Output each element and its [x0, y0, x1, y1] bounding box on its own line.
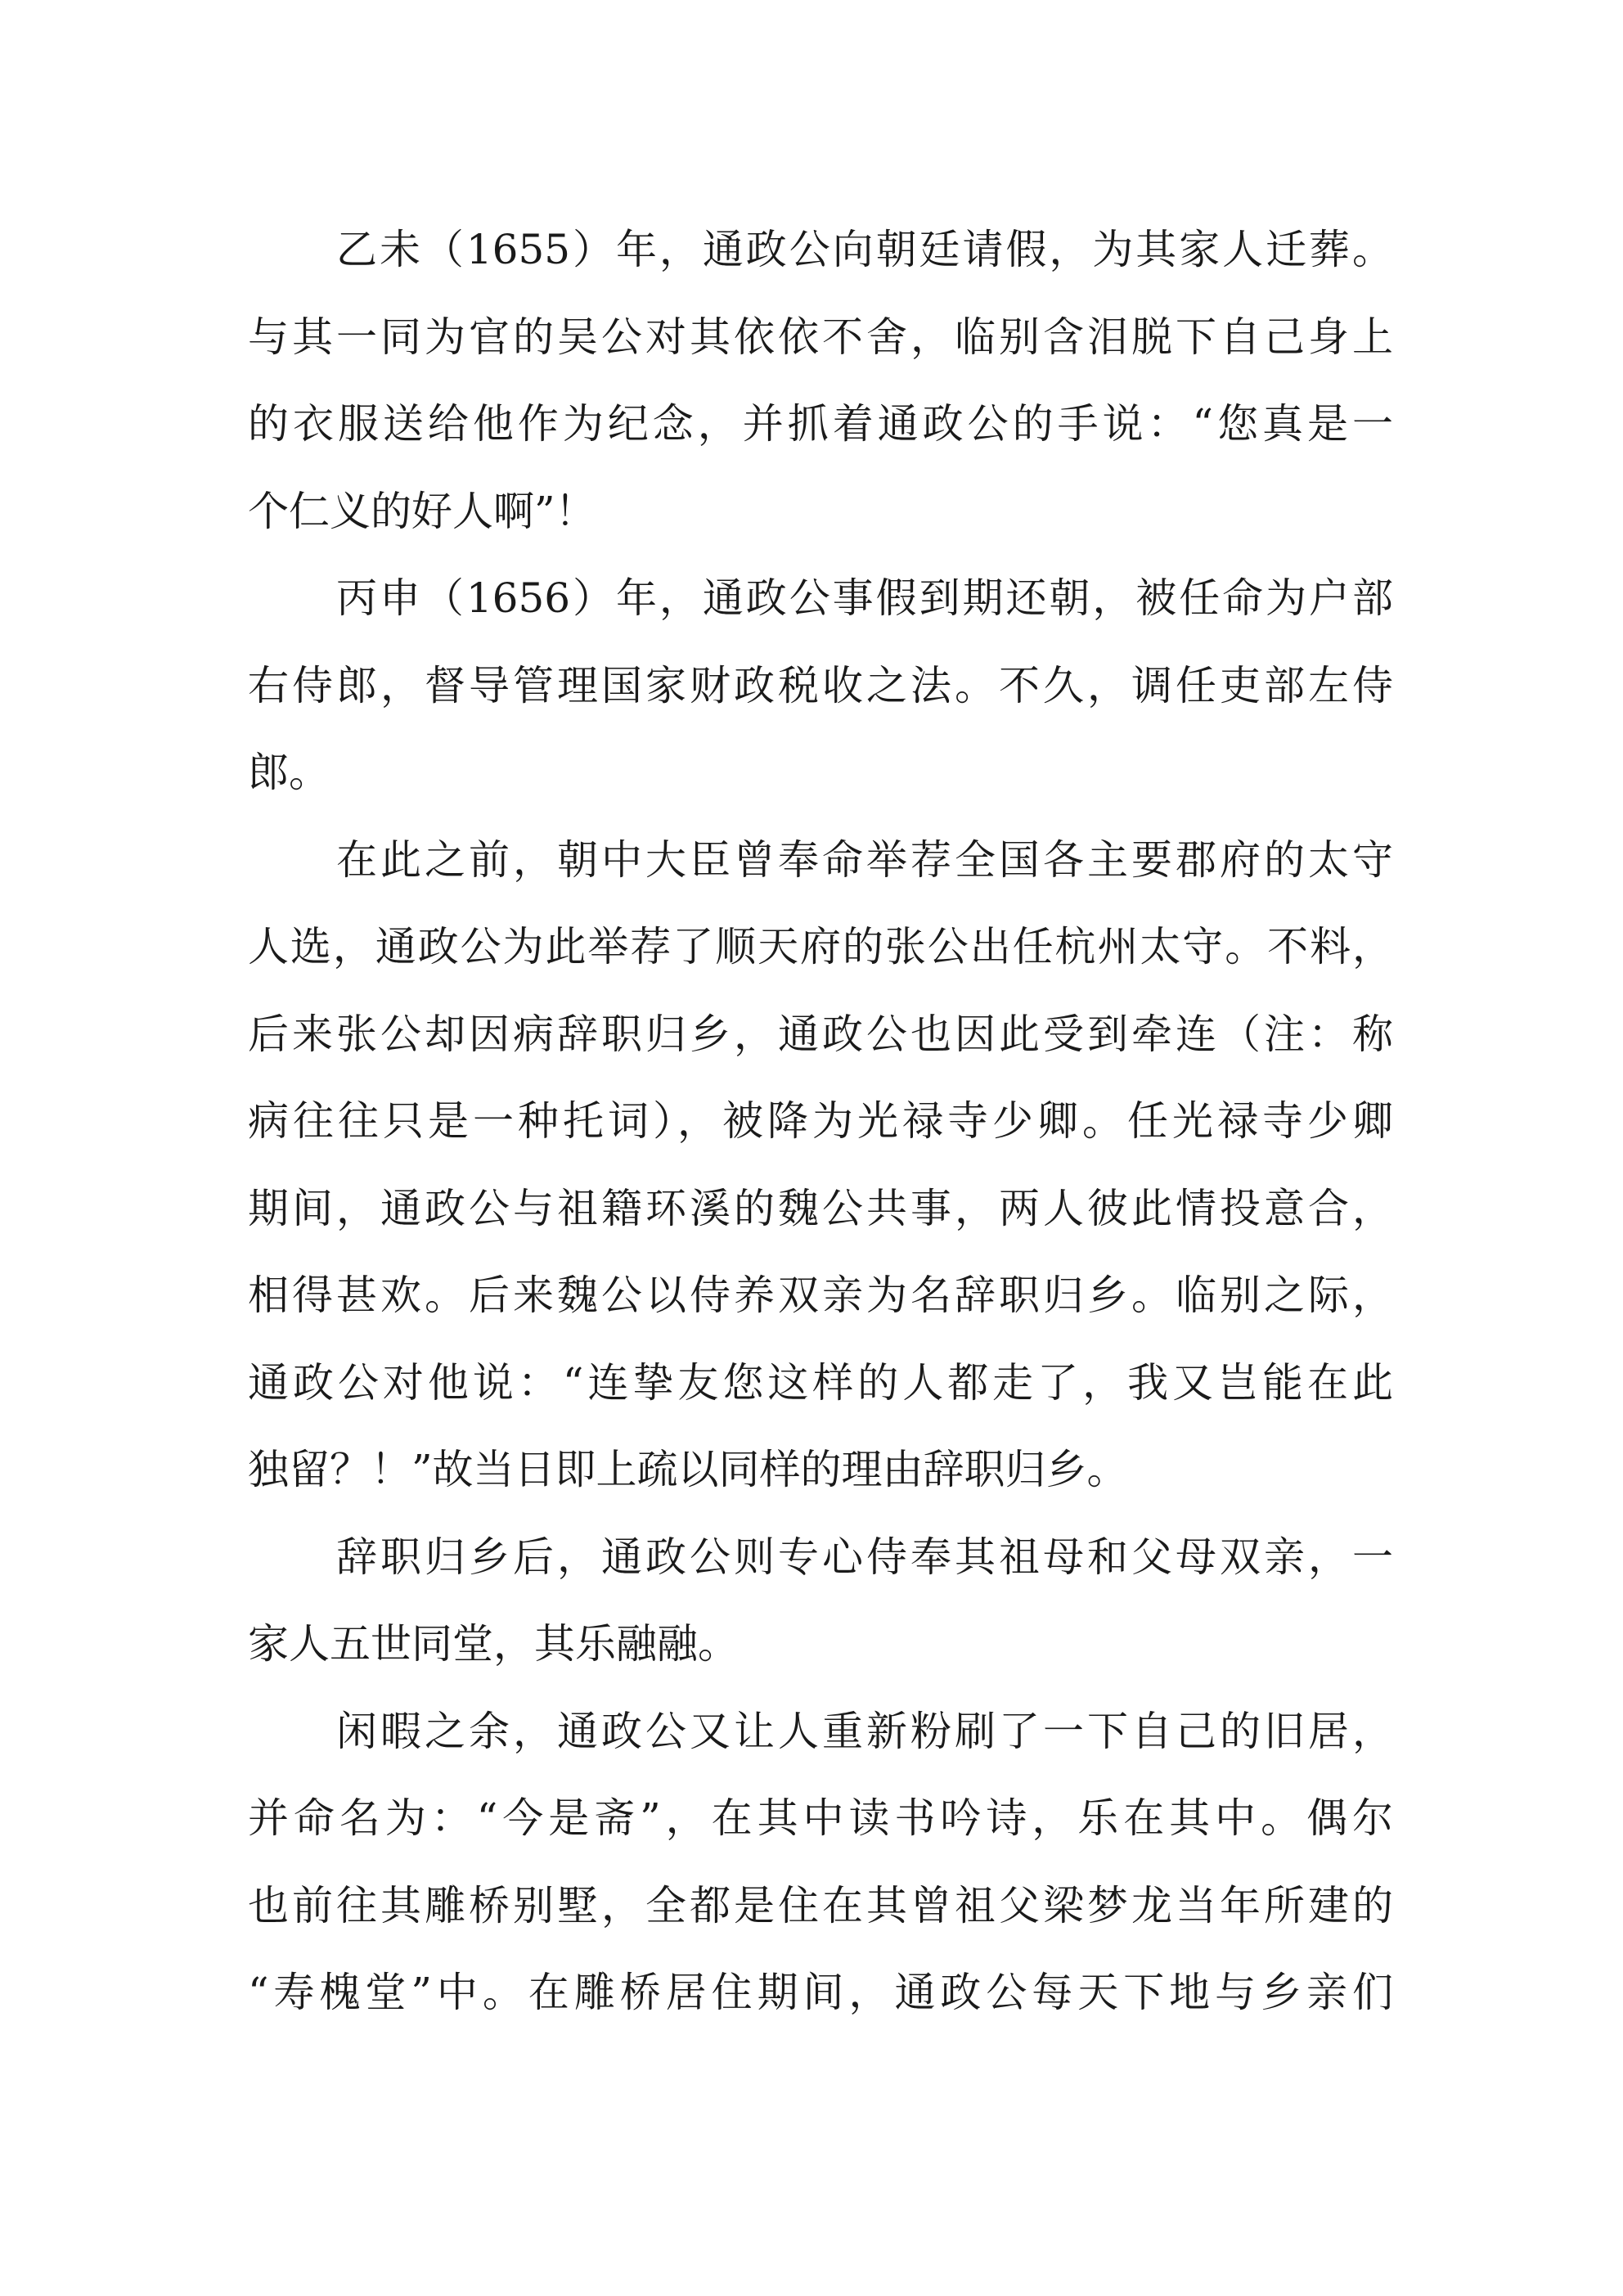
paragraph-line: “寿槐堂”中。在雕桥居住期间，通政公每天下地与乡亲们: [248, 1969, 1393, 2016]
paragraph-line: 人选，通政公为此举荐了顺天府的张公出任杭州太守。不料，: [248, 923, 1393, 970]
paragraph-line: 乙未（1655）年，通政公向朝廷请假，为其家人迁葬。: [336, 226, 1393, 273]
paragraph-line: 闲暇之余，通政公又让人重新粉刷了一下自己的旧居，: [336, 1707, 1393, 1755]
paragraph-line: 并命名为：“今是斋”，在其中读书吟诗，乐在其中。偶尔: [248, 1794, 1393, 1842]
paragraph-line: 丙申（1656）年，通政公事假到期还朝，被任命为户部: [336, 574, 1393, 622]
paragraph-line: 独留？！”故当日即上疏以同样的理由辞职归乡。: [248, 1446, 1128, 1493]
paragraph-line: 后来张公却因病辞职归乡，通政公也因此受到牵连（注：称: [248, 1010, 1393, 1058]
paragraph-line: 与其一同为官的吴公对其依依不舍，临别含泪脱下自己身上: [248, 313, 1393, 361]
paragraph-line: 个仁义的好人啊”！: [248, 487, 596, 535]
document-body: [248, 206, 1393, 2037]
paragraph-line: 右侍郎，督导管理国家财政税收之法。不久，调任吏部左侍: [248, 661, 1393, 709]
paragraph-line: 的衣服送给他作为纪念，并抓着通政公的手说：“您真是一: [248, 400, 1393, 448]
paragraph-line: 病往往只是一种托词），被降为光禄寺少卿。任光禄寺少卿: [248, 1097, 1393, 1145]
paragraph-line: 在此之前，朝中大臣曾奉命举荐全国各主要郡府的太守: [336, 835, 1393, 884]
paragraph-line: 辞职归乡后，通政公则专心侍奉其祖母和父母双亲，一: [336, 1533, 1393, 1581]
paragraph-line: 相得甚欢。后来魏公以侍养双亲为名辞职归乡。临别之际，: [248, 1272, 1393, 1319]
paragraph-line: 期间，通政公与祖籍环溪的魏公共事，两人彼此情投意合，: [248, 1184, 1393, 1232]
paragraph-line: 也前往其雕桥别墅，全都是住在其曾祖父梁梦龙当年所建的: [248, 1881, 1393, 1929]
paragraph-line: 郎。: [248, 749, 330, 796]
paragraph-line: 家人五世同堂，其乐融融。: [248, 1620, 739, 1668]
paragraph-line: 通政公对他说：“连挚友您这样的人都走了，我又岂能在此: [248, 1358, 1393, 1407]
